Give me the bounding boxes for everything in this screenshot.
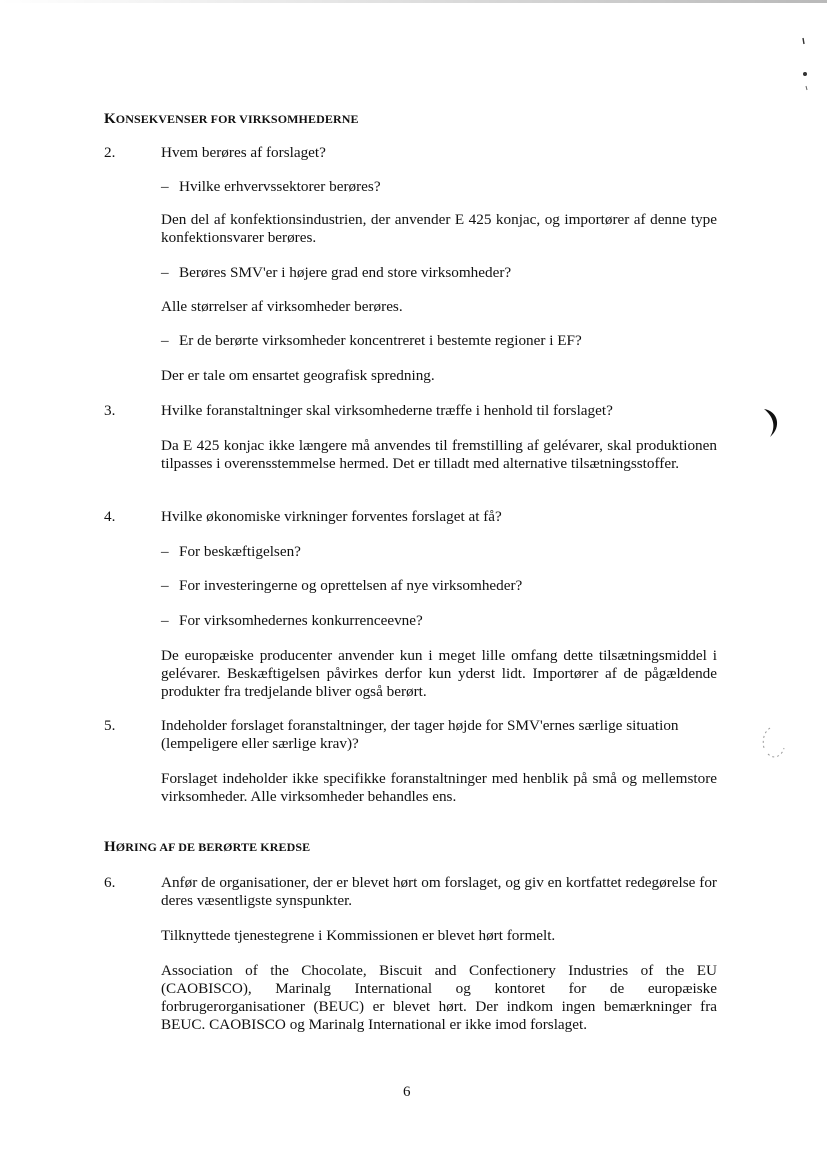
question-number: 5. [104, 717, 116, 734]
answer-paragraph: Der er tale om ensartet geografisk spredning. [161, 367, 435, 384]
question-text: Hvilke foranstaltninger skal virksomhederne træffe i henhold til forslaget? [161, 402, 613, 419]
sub-question: – For investeringerne og oprettelsen af nye virksomheder? [161, 577, 523, 594]
answer-paragraph: Tilknyttede tjenestegrene i Kommissionen er blevet hørt formelt. [161, 927, 556, 944]
question-number: 4. [104, 508, 116, 525]
question-text: Anfør de organisationer, der er blevet hørt om forslaget, og giv en kortfattet redegørelse for deres væsentligste synspunkter. [161, 874, 717, 909]
sub-question: – Hvilke erhvervssektorer berøres? [161, 178, 381, 195]
answer-paragraph: Alle størrelser af virksomheder berøres. [161, 298, 403, 315]
margin-marks [796, 30, 816, 96]
question-number: 6. [104, 874, 116, 891]
answer-paragraph: Da E 425 konjac ikke længere må anvendes til fremstilling af gelévarer, skal produktionen tilpasses i overensstemmelse hermed. Det er tilladt med alternative tilsætningsstoffer. [161, 437, 717, 472]
answer-paragraph: Association of the Chocolate, Biscuit and Confectionery Industries of the EU (CAOBISCO), Marinalg International og kontoret for de europæiske forbrugerorganisationer (BEUC) er blevet hørt. Der indkom ingen bemærkninger fra BEUC. CAOBISCO og Marinalg International er ikke imod forslaget. [161, 962, 717, 1033]
question-number: 2. [104, 144, 116, 161]
punch-hole-mark [756, 405, 786, 441]
question-text: Hvem berøres af forslaget? [161, 144, 326, 161]
punch-hole-outline [760, 724, 788, 764]
sub-question: – For virksomhedernes konkurrenceevne? [161, 612, 423, 629]
sub-question: – Er de berørte virksomheder koncentreret i bestemte regioner i EF? [161, 332, 582, 349]
sub-question: – Berøres SMV'er i højere grad end store virksomheder? [161, 264, 512, 281]
answer-paragraph: Den del af konfektionsindustrien, der anvender E 425 konjac, og importører af denne type konfektionsvarer berøres. [161, 211, 717, 246]
page-number: 6 [403, 1084, 411, 1100]
section-heading-consequences: KONSEKVENSER FOR VIRKSOMHEDERNE [104, 111, 359, 127]
answer-paragraph: De europæiske producenter anvender kun i meget lille omfang dette tilsætningsmiddel i gelévarer. Beskæftigelsen påvirkes derfor kun yderst lidt. Importører af de pågældende produkter fra tredjelande bliver også berørt. [161, 647, 717, 700]
scan-edge [0, 0, 827, 3]
question-number: 3. [104, 402, 116, 419]
section-heading-consultation: HØRING AF DE BERØRTE KREDSE [104, 839, 311, 855]
sub-question: – For beskæftigelsen? [161, 543, 301, 560]
answer-paragraph: Forslaget indeholder ikke specifikke foranstaltninger med henblik på små og mellemstore virksomheder. Alle virksomheder behandles ens. [161, 770, 717, 805]
question-text: Indeholder forslaget foranstaltninger, der tager højde for SMV'ernes særlige situation (lempeligere eller særlige krav)? [161, 717, 679, 752]
question-text: Hvilke økonomiske virkninger forventes forslaget at få? [161, 508, 502, 525]
